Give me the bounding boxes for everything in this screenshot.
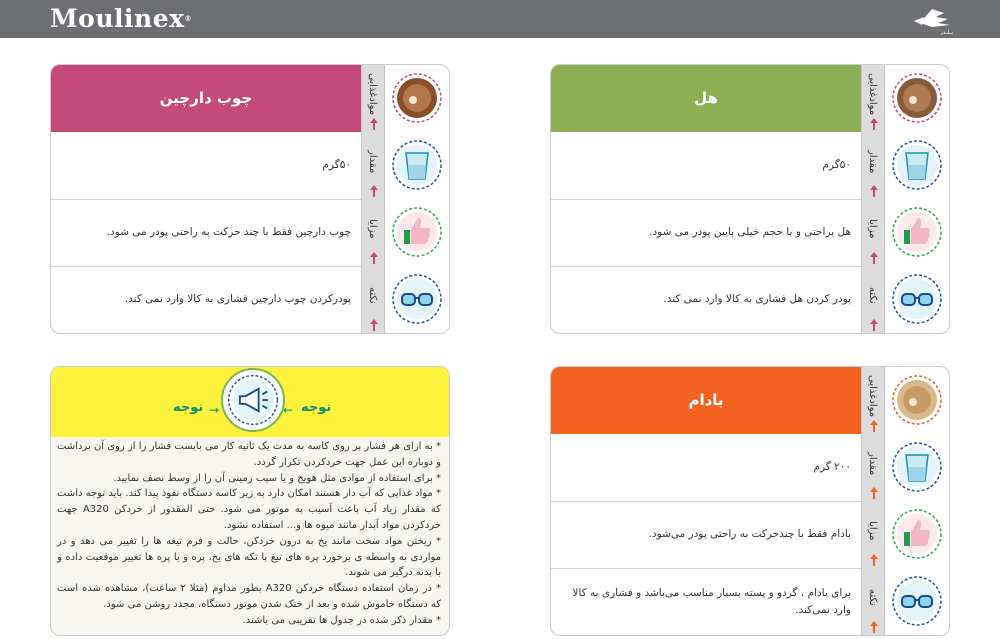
row-label-food: موادغذایی [867, 375, 878, 418]
top-bar [0, 0, 1000, 38]
card-header [551, 65, 949, 132]
svg-text:بـلـدر: بـلـدر [940, 29, 954, 35]
thumbs-up-icon [891, 206, 943, 258]
tip-row [551, 568, 949, 635]
tip-text: برای بادام ، گردو و پسته بسیار مناسب می‌باشد و فشاری به کالا وارد نمی‌کند. [572, 586, 851, 616]
card-header [51, 65, 449, 132]
megaphone-icon [221, 368, 285, 432]
almond-food-icon [891, 374, 943, 426]
glasses-icon [891, 575, 943, 627]
notice-text [57, 439, 441, 629]
notice-line: * مقدار ذکر شده در جدول ها تقریبی می باشند. [242, 614, 441, 626]
notice-label-right: توجه [301, 400, 332, 415]
benefits-row [51, 199, 449, 266]
tip-row [551, 266, 949, 333]
glasses-icon [391, 273, 443, 325]
card-header [551, 367, 949, 434]
amount-value: ۵۰گرم [822, 159, 851, 171]
row-label-tip: نکته [867, 287, 878, 304]
row-label-benefits: مزایا [867, 218, 878, 239]
row-label-amount: مقدار [367, 149, 378, 174]
amount-row [551, 434, 949, 501]
amount-row [551, 132, 949, 199]
benefit-text: چوب دارچین فقط با چند حرکت به راحتی پودر می شود. [106, 226, 351, 238]
glasses-icon [891, 273, 943, 325]
row-label-benefits: مزایا [867, 520, 878, 541]
tip-row [51, 266, 449, 333]
tip-text: پودرکردن چوب دارچین فشاری به کالا وارد نمی کند. [124, 293, 351, 305]
tip-text: پودر کردن هل فشاری به کالا وارد نمی کند. [663, 293, 851, 305]
notice-line: * به ازای هر فشار بر روی کاسه به مدت یک ثانیه کار می بایست فشار را از روی آن برداشت و دوباره این عمل جهت خردکردن تکرار گردد. [57, 441, 441, 468]
notice-line: * برای استفاده از موادی مثل هویج و یا سیب زمینی آن را از وسط نصف نمایید. [113, 472, 441, 484]
benefits-row [551, 501, 949, 568]
benefit-text: هل براحتی و با حجم خیلی پایین پودر می شود. [649, 226, 851, 238]
thumbs-up-icon [391, 206, 443, 258]
benefits-row [551, 199, 949, 266]
notice-line: * ریختن مواد سخت مانند یخ به درون خردکن، حالت و فرم تیغه ها را تغییر می دهد و در مواردی به واسطه ی برخورد پره های تیغ با تکه های یخ، پره و یا پره ها تغییر موقعیت داده و با بدنه درگیر می شوند. [57, 535, 441, 579]
notice-label-left: توجه [173, 400, 204, 415]
measuring-cup-icon [391, 139, 443, 191]
cinnamon-food-icon [391, 72, 443, 124]
arrow-right-icon: → [209, 403, 220, 417]
card-title: بادام [688, 391, 724, 409]
card-title: هل [694, 89, 718, 107]
notice-line: * در زمان استفاده دستگاه خردکن A320 بطور مداوم (مثلا ۲ ساعت)، مشاهده شده است که دستگاه خاموش شده و بعد از خنک شدن موتور دستگاه، مجدد روشن می شود. [57, 583, 441, 610]
measuring-cup-icon [891, 139, 943, 191]
amount-row [51, 132, 449, 199]
notice-line: * مواد غذایی که آب دار هستند امکان دارد به زیر کاسه دستگاه نفوذ پیدا کند. باید توجه داشت که مقدار زیاد آب باعث آسیب به موتور می شود. حتی المقدور از خردکن A320 جهت خردکردن مواد آبدار مانند میوه ها و... استفاده نشود. [57, 488, 441, 531]
row-label-tip: نکته [867, 589, 878, 606]
row-label-benefits: مزایا [367, 218, 378, 239]
benefit-text: بادام فقط با چندحرکت به راحتی پودر می‌شود. [648, 528, 851, 540]
card-cinnamon [50, 64, 450, 334]
thumbs-up-icon [891, 508, 943, 560]
card-cardamom [550, 64, 950, 334]
measuring-cup-icon [891, 441, 943, 493]
card-almond [550, 366, 950, 636]
cardamom-food-icon [891, 72, 943, 124]
moulinex-logo: Moulinex® [50, 4, 193, 33]
row-label-food: موادغذایی [367, 73, 378, 116]
row-label-tip: نکته [367, 287, 378, 304]
card-title: چوب دارچین [159, 89, 253, 107]
row-label-amount: مقدار [867, 149, 878, 174]
notice-card [50, 366, 450, 636]
amount-value: ۲۰۰ گرم [813, 461, 851, 473]
blender-brand-icon [910, 3, 962, 35]
arrow-left-icon: ← [283, 403, 294, 417]
row-label-food: موادغذایی [867, 73, 878, 116]
row-label-amount: مقدار [867, 451, 878, 476]
amount-value: ۵۰گرم [322, 159, 351, 171]
